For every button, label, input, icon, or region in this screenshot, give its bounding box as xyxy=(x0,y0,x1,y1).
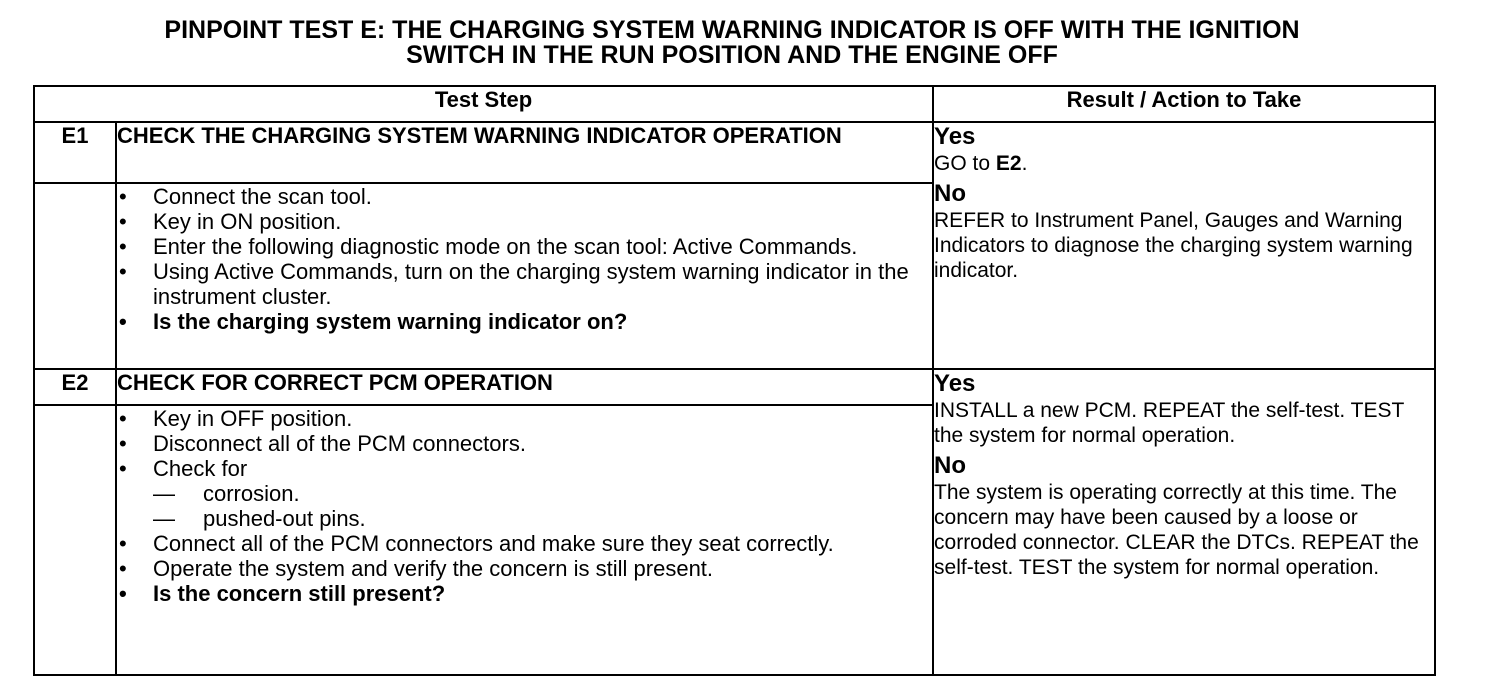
step-e2-bullets xyxy=(117,406,932,606)
list-item: • Operate the system and verify the concern is still present. xyxy=(117,556,932,581)
header-result-action: Result / Action to Take xyxy=(933,86,1435,122)
list-item-question: • Is the concern still present? xyxy=(117,581,932,606)
yes-text-suffix-e1: . xyxy=(1021,152,1028,175)
list-item: • Key in OFF position. xyxy=(117,406,932,431)
sub-list-item: — corrosion. xyxy=(153,481,932,506)
step-e1-bullets xyxy=(117,184,932,334)
list-item: • Disconnect all of the PCM connectors. xyxy=(117,431,932,456)
no-text-e1: REFER to Instrument Panel, Gauges and Warning Indicators to diagnose the charging system warning indicator. xyxy=(934,209,1413,282)
step-id-e2: E2 xyxy=(34,369,116,405)
list-item: • Enter the following diagnostic mode on the scan tool: Active Commands. xyxy=(117,234,932,259)
sub-list-item: — pushed-out pins. xyxy=(153,506,932,531)
sub-list xyxy=(153,481,932,531)
result-e1 xyxy=(933,122,1435,369)
no-label-e1: No xyxy=(934,180,967,207)
no-text-e2: The system is operating correctly at this time. The concern may have been caused by a loose or corroded connector. CLEAR the DTCs. REPEAT the self-test. TEST the system for normal operation. xyxy=(934,481,1419,579)
header-test-step: Test Step xyxy=(34,86,933,122)
step-e2-blank-cell xyxy=(34,405,116,675)
step-body-e2 xyxy=(116,405,933,675)
title-line-2: SWITCH IN THE RUN POSITION AND THE ENGINE OFF xyxy=(406,41,1058,69)
page-title xyxy=(0,18,1464,68)
list-item: • Using Active Commands, turn on the charging system warning indicator in the instrument cluster. xyxy=(117,259,932,309)
list-item-text: Check for xyxy=(153,456,248,481)
step-title-e2: CHECK FOR CORRECT PCM OPERATION xyxy=(116,369,933,405)
yes-text-prefix-e1: GO to xyxy=(934,152,996,175)
step-body-e1 xyxy=(116,183,933,369)
list-item: • Connect the scan tool. xyxy=(117,184,932,209)
list-item: • Key in ON position. xyxy=(117,209,932,234)
list-item xyxy=(117,456,932,531)
yes-text-e2: INSTALL a new PCM. REPEAT the self-test. TEST the system for normal operation. xyxy=(934,399,1404,447)
no-label-e2: No xyxy=(934,452,967,479)
table-header-row xyxy=(34,86,1435,122)
yes-text-e1 xyxy=(934,151,1434,176)
list-item-question: • Is the charging system warning indicator on? xyxy=(117,309,932,334)
pinpoint-test-table xyxy=(33,85,1436,676)
yes-label-e2: Yes xyxy=(934,370,976,397)
title-line-1: PINPOINT TEST E: THE CHARGING SYSTEM WARNING INDICATOR IS OFF WITH THE IGNITION xyxy=(164,16,1300,44)
step-e1-blank-cell xyxy=(34,183,116,369)
list-item: • Connect all of the PCM connectors and make sure they seat correctly. xyxy=(117,531,932,556)
yes-label-e1: Yes xyxy=(934,123,976,150)
step-e1-title-row xyxy=(34,122,1435,183)
step-id-e1: E1 xyxy=(34,122,116,183)
result-e2 xyxy=(933,369,1435,675)
step-title-e1: CHECK THE CHARGING SYSTEM WARNING INDICATOR OPERATION xyxy=(116,122,933,183)
step-e2-title-row xyxy=(34,369,1435,405)
yes-text-ref-e1: E2 xyxy=(995,152,1022,175)
